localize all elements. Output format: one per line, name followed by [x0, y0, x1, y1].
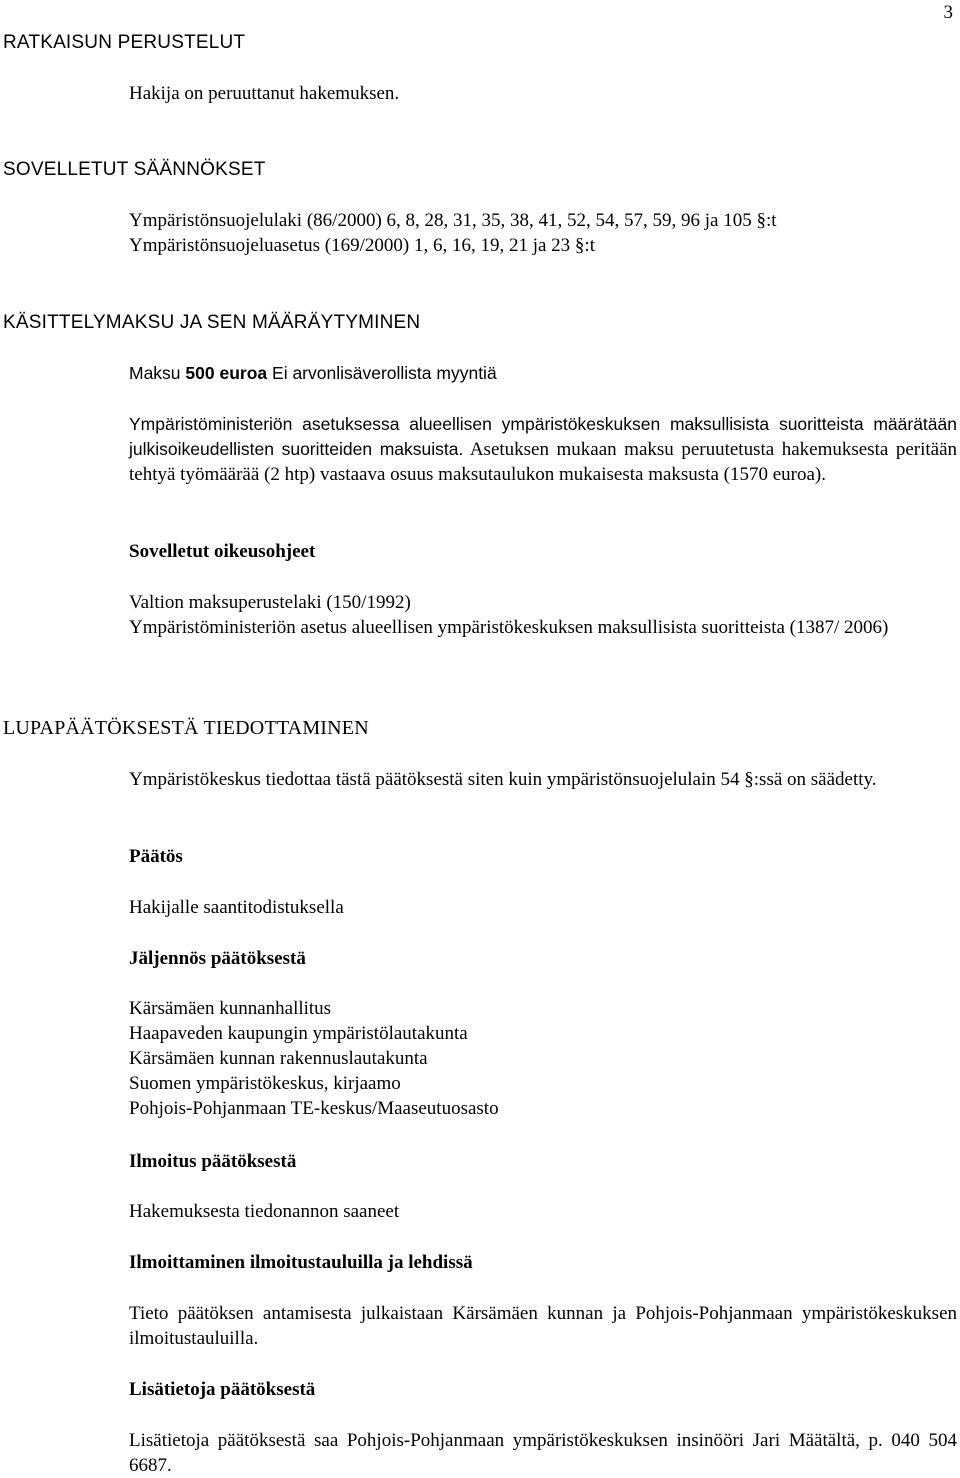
fee-prefix: Maksu [129, 363, 181, 383]
ilmoitus-text: Hakemuksesta tiedonannon saaneet [129, 1201, 400, 1222]
heading-paatos: Päätös [129, 846, 183, 867]
fee-basis-sans: Ympäristöministeriön asetuksessa alueellisen ympäristökeskuksen maksullisista suoritteista määrätään julkisoikeudellisten suoritteiden maksuista. [129, 414, 957, 459]
applied-rules-list [129, 590, 957, 640]
heading-ilmoittaminen: Ilmoittaminen ilmoitustauluilla ja lehdissä [129, 1252, 473, 1273]
fee-amount: 500 euroa [185, 363, 268, 383]
ratkaisun-perustelut-text: Hakija on peruuttanut hakemuksen. [129, 83, 400, 104]
fee-vat-note: Ei arvonlisäverollista myyntiä [272, 363, 497, 383]
copy-recipient: Kärsämäen kunnanhallitus [129, 998, 332, 1019]
heading-jaljennos: Jäljennös päätöksestä [129, 948, 306, 969]
page-number: 3 [943, 2, 953, 23]
heading-sovelletut-saannokset: SOVELLETUT SÄÄNNÖKSET [3, 159, 266, 180]
notification-intro: Ympäristökeskus tiedottaa tästä päätöksestä siten kuin ympäristönsuojelulain 54 §:ssä on säädetty. [129, 769, 877, 790]
copy-recipient: Kärsämäen kunnan rakennuslautakunta [129, 1048, 428, 1069]
applied-law-1: Ympäristönsuojelulaki (86/2000) 6, 8, 28, 31, 35, 38, 41, 52, 54, 57, 59, 96 ja 105 §:t [129, 210, 777, 231]
fee-basis-paragraph [129, 412, 957, 487]
heading-sovelletut-oikeusohjeet: Sovelletut oikeusohjeet [129, 541, 316, 562]
paatos-text: Hakijalle saantitodistuksella [129, 897, 344, 918]
copy-recipients-list [129, 996, 957, 1121]
fee-basis-serif: Asetuksen mukaan maksu peruutetusta hakemuksesta peritään tehtyä työmäärää (2 htp) vastaava osuus maksutaulukon mukaisesta maksusta (1570 euroa). [129, 439, 957, 485]
lisatietoja-text: Lisätietoja päätöksestä saa Pohjois-Pohjanmaan ympäristökeskuksen insinööri Jari Määtältä, p. 040 504 6687. [129, 1430, 957, 1476]
applied-laws-list [129, 208, 957, 258]
applied-law-2: Ympäristönsuojeluasetus (169/2000) 1, 6, 16, 19, 21 ja 23 §:t [129, 235, 595, 256]
heading-lupapaatoksesta-tiedottaminen: LUPAPÄÄTÖKSESTÄ TIEDOTTAMINEN [3, 717, 369, 739]
heading-ratkaisun-perustelut: RATKAISUN PERUSTELUT [3, 32, 246, 53]
copy-recipient: Pohjois-Pohjanmaan TE-keskus/Maaseutuosasto [129, 1098, 499, 1119]
copy-recipient: Suomen ympäristökeskus, kirjaamo [129, 1073, 401, 1094]
heading-ilmoitus: Ilmoitus päätöksestä [129, 1151, 297, 1172]
copy-recipient: Haapaveden kaupungin ympäristölautakunta [129, 1023, 468, 1044]
heading-kasittelymaksu: KÄSITTELYMAKSU JA SEN MÄÄRÄYTYMINEN [3, 312, 421, 333]
heading-lisatietoja: Lisätietoja päätöksestä [129, 1379, 316, 1400]
applied-rule-2: Ympäristöministeriön asetus alueellisen ympäristökeskuksen maksullisista suoritteista (1387/ 2006) [129, 617, 889, 638]
fee-line [129, 361, 957, 386]
applied-rule-1: Valtion maksuperustelaki (150/1992) [129, 592, 411, 613]
ilmoittaminen-text: Tieto päätöksen antamisesta julkaistaan Kärsämäen kunnan ja Pohjois-Pohjanmaan ympäristökeskuksen ilmoitustauluilla. [129, 1303, 957, 1349]
